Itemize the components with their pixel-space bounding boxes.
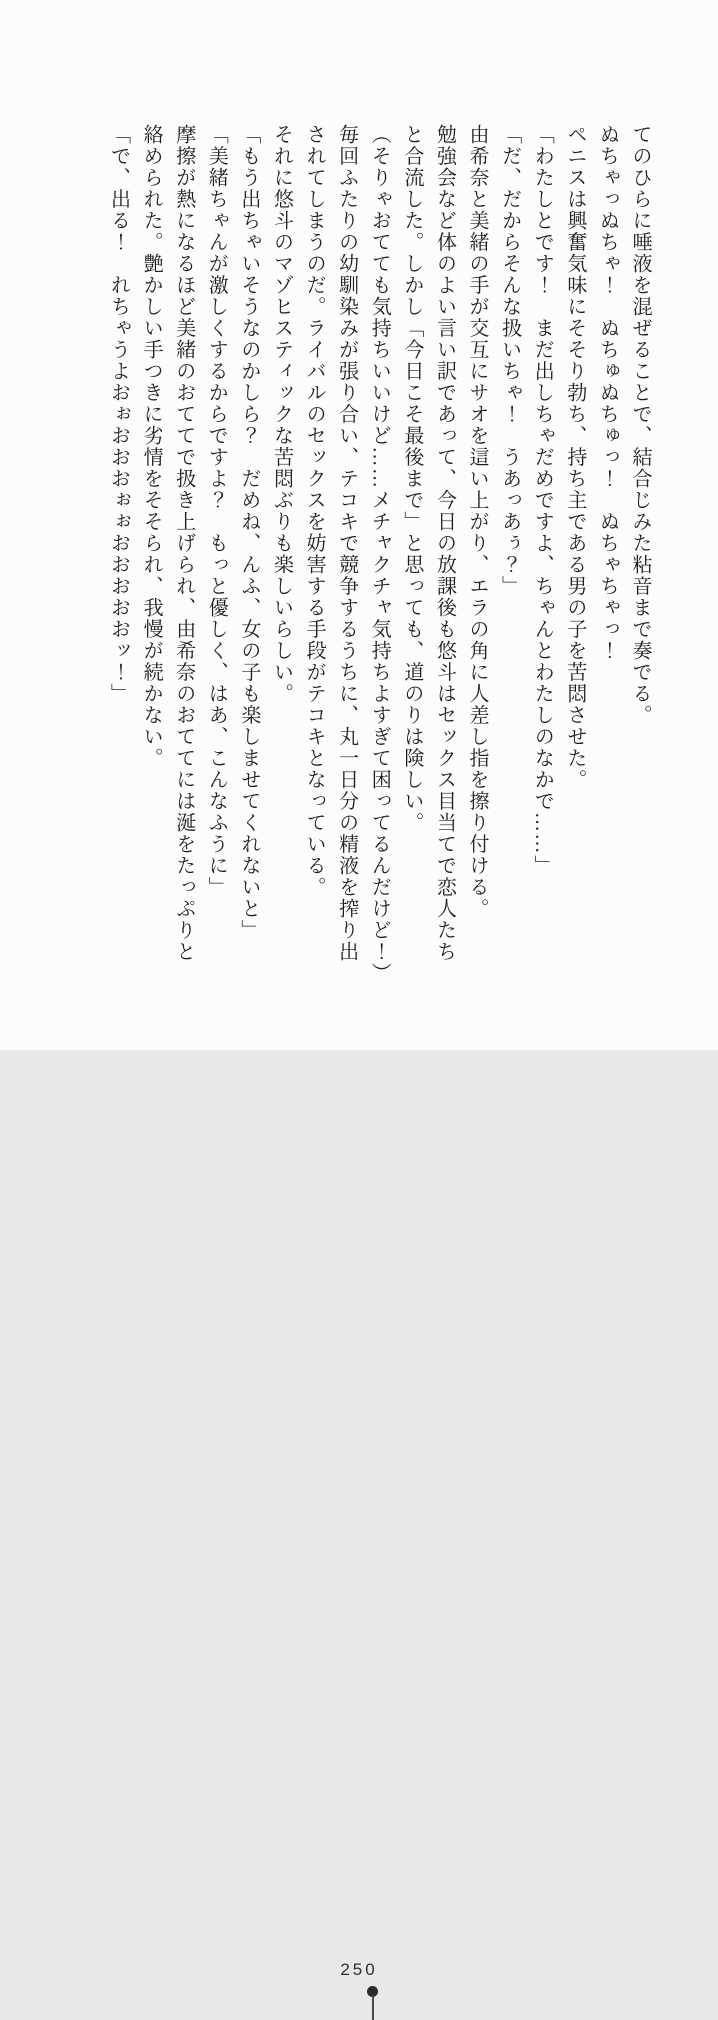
text-line: 勉強会など体のよい言い訳であって、今日の放課後も悠斗はセックス目当てで恋人たち xyxy=(433,124,456,963)
text-line: と合流した。しかし「今日こそ最後まで」と思っても、道のりは険しい。 xyxy=(400,124,423,834)
text-line: てのひらに唾液を混ぜることで、結合じみた粘音まで奏でる。 xyxy=(629,124,651,726)
text-line: 「もう出ちゃいそうなのかしら？ だめね、んふ、女の子も楽しませてくれないと」 xyxy=(237,124,260,941)
text-line: されてしまうのだ。ライバルのセックスを妨害する手段がテコキとなっている。 xyxy=(303,124,326,898)
text-block xyxy=(102,124,656,984)
text-line: ぬちゃっぬちゃ！ ぬちゅぬちゅっ！ ぬちゃちゃっ！ xyxy=(596,124,619,662)
page-marker-stem xyxy=(372,1995,374,2020)
text-line: 由希奈と美緒の手が交互にサオを這い上がり、エラの角に人差し指を擦り付ける。 xyxy=(466,124,489,920)
text-line: 「で、出る！ れちゃうよおぉおおおぉぉおおおおおッ！」 xyxy=(107,124,130,705)
text-line: 「わたしとです！ まだ出しちゃだめですよ、ちゃんとわたしのなかで……」 xyxy=(531,124,554,877)
page-footer xyxy=(0,970,718,1979)
text-line: 摩擦が熱になるほど美緒のおててで扱き上げられ、由希奈のおててには涎をたっぷりと xyxy=(172,124,195,963)
page-number: 250 xyxy=(340,1960,378,1979)
text-line: ペニスは興奮気味にそそり勃ち、持ち主である男の子を苦悶させた。 xyxy=(563,124,586,791)
text-line: 「だ、だからそんな扱いちゃ！ うあっあぅ？」 xyxy=(498,124,521,597)
text-line: 「美緒ちゃんが激しくするからですよ？ もっと優しく、はあ、こんなふうに」 xyxy=(205,124,228,898)
text-line: それに悠斗のマゾヒスティックな苦悶ぶりも楽しいらしい。 xyxy=(270,124,293,705)
text-line: 絡められた。艶かしい手つきに劣情をそそられ、我慢が続かない。 xyxy=(140,124,163,769)
text-line: （そりゃおてても気持ちいいけど……メチャクチャ気持ちよすぎて困ってるんだけど！） xyxy=(368,124,391,984)
text-line: 毎回ふたりの幼馴染みが張り合い、テコキで競争するうちに、丸一日分の精液を搾り出 xyxy=(335,124,358,963)
